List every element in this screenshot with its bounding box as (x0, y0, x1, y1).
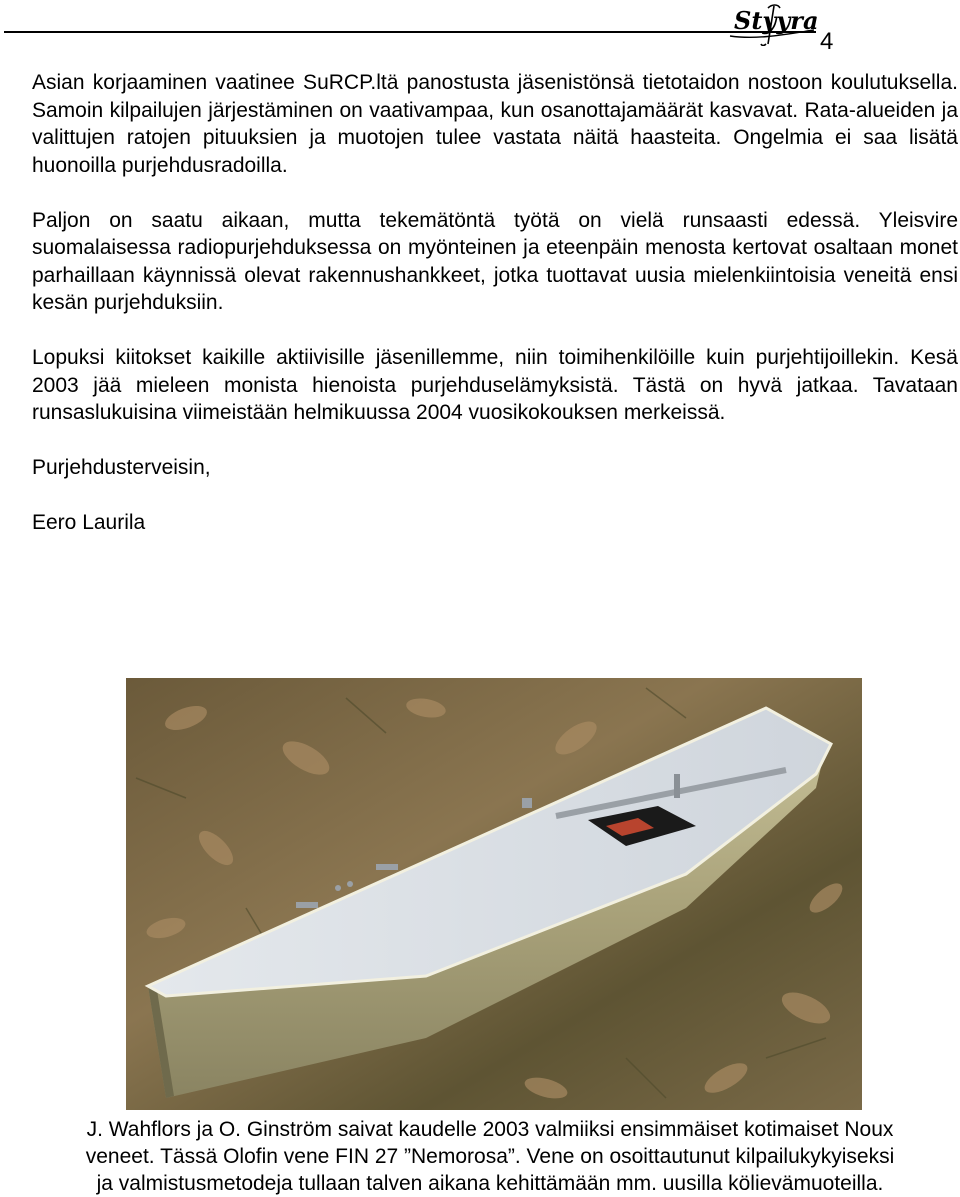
signature: Eero Laurila (32, 511, 146, 534)
paragraph: Lopuksi kiitokset kaikille aktiivisille jäsenillemme, niin toimihenkilöille kuin purjehtijoillekin. Kesä 2003 jää mieleen monista hienoista purjehduselämyksistä. Tästä on hyvä jatkaa. Tavataan runsaslukuisina viimeistään helmikuussa 2004 vuosikokouksen merkeissä. (32, 346, 958, 424)
styyra-logo (728, 2, 818, 46)
paragraph: Asian korjaaminen vaatinee SuRCP.ltä panostusta jäsenistönsä tietotaidon nostoon koulutuksella. Samoin kilpailujen järjestäminen on vaativampaa, kun osanottajamäärät kasvavat. Rata-alueiden ja valittujen ratojen pituuksien ja muotojen tulee vastata näitä haasteita. Ongelmia ei saa lisätä huonoilla purjehdusradoilla. (32, 71, 958, 177)
page-number: 4 (820, 28, 834, 55)
caption-line: J. Wahflors ja O. Ginström saivat kaudelle 2003 valmiiksi ensimmäiset kotimaiset Noux (86, 1118, 894, 1141)
caption-line: veneet. Tässä Olofin vene FIN 27 ”Nemorosa”. Vene on osoittautunut kilpailukykyiseksi (85, 1145, 895, 1168)
closing-greeting: Purjehdusterveisin, (32, 456, 211, 479)
header-rule (4, 31, 816, 33)
photo-caption (20, 1116, 960, 1197)
boat-photo (126, 678, 862, 1110)
article-body (32, 69, 958, 564)
paragraph: Paljon on saatu aikaan, mutta tekemätöntä työtä on vielä runsaasti edessä. Yleisvire suomalaisessa radiopurjehduksessa on myönteinen ja eteenpäin menosta kertovat osaltaan monet parhaillaan käynnissä olevat rakennushankkeet, jotka tuottavat uusia mielenkiintoisia veneitä ensi kesän purjehduksiin. (32, 208, 958, 314)
sailboat-hull-image (126, 678, 862, 1110)
caption-line: ja valmistusmetodeja tullaan talven aikana kehittämään mm. uusilla kölievämuoteilla. (96, 1172, 884, 1195)
logo-text: Styyra (734, 6, 819, 35)
logo-swash-icon (728, 2, 818, 46)
